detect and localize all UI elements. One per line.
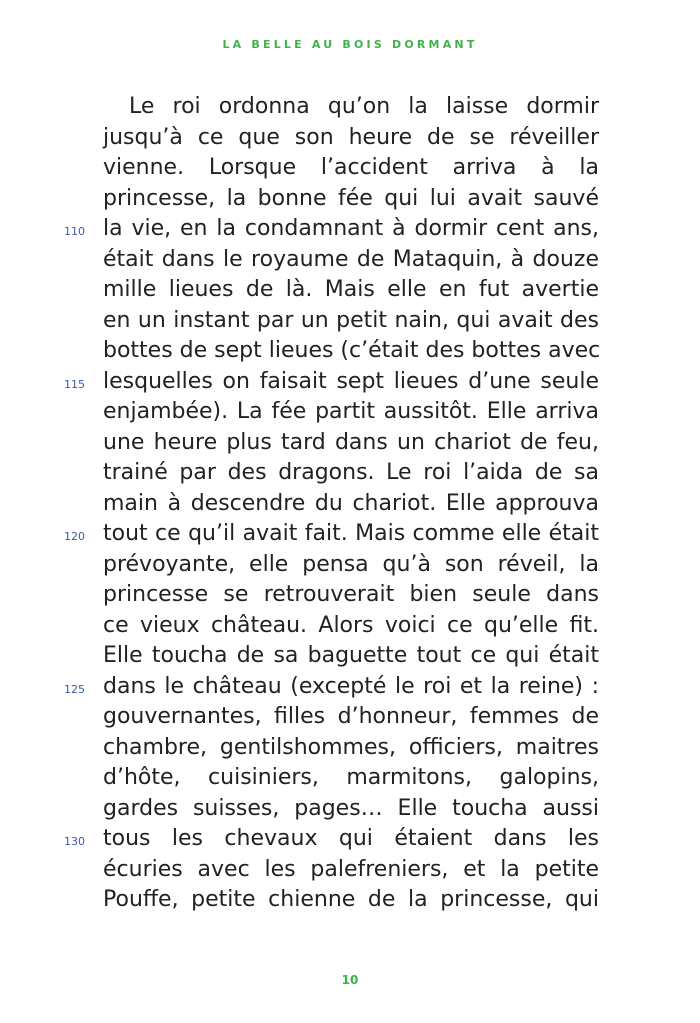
line-text: la vie, en la condamnant à dormir cent ans, bbox=[103, 216, 599, 241]
text-line bbox=[103, 611, 599, 642]
body-text bbox=[64, 92, 601, 916]
line-text: tout ce qu’il avait fait. Mais comme elle était bbox=[103, 521, 599, 546]
text-line bbox=[64, 367, 599, 398]
line-text: trainé par des dragons. Le roi l’aida de sa bbox=[103, 460, 599, 485]
text-line bbox=[103, 336, 599, 367]
line-text: dans le château (excepté le roi et la reine) : bbox=[103, 673, 599, 699]
line-text: bottes de sept lieues (c’était des bottes avec bbox=[103, 338, 601, 363]
line-text: gouvernantes, filles d’honneur, femmes de bbox=[103, 704, 599, 729]
line-text: tous les chevaux qui étaient dans les bbox=[103, 826, 599, 851]
line-text: était dans le royaume de Mataquin, à douze bbox=[103, 246, 599, 272]
line-text: lesquelles on faisait sept lieues d’une seule bbox=[103, 368, 599, 394]
line-text: gardes suisses, pages… Elle toucha aussi bbox=[103, 795, 599, 821]
text-line bbox=[103, 855, 599, 886]
text-line bbox=[64, 519, 599, 550]
line-text: ce vieux château. Alors voici ce qu’elle fit. bbox=[103, 612, 599, 638]
line-number: 130 bbox=[64, 835, 85, 848]
text-line bbox=[103, 92, 599, 123]
text-line bbox=[103, 550, 599, 581]
text-line bbox=[103, 580, 599, 611]
text-line bbox=[64, 214, 599, 245]
line-text: jusqu’à ce que son heure de se réveiller bbox=[103, 124, 599, 150]
line-text: mille lieues de là. Mais elle en fut avertie bbox=[103, 277, 599, 302]
line-text: d’hôte, cuisiniers, marmitons, galopins, bbox=[103, 765, 599, 790]
text-line bbox=[103, 641, 599, 672]
text-line bbox=[64, 672, 599, 703]
text-line bbox=[103, 794, 599, 825]
line-number: 115 bbox=[64, 377, 85, 391]
line-text: main à descendre du chariot. Elle approuva bbox=[103, 490, 599, 516]
text-line bbox=[103, 184, 599, 215]
text-line bbox=[103, 702, 599, 733]
text-line bbox=[64, 824, 599, 855]
page-number: 10 bbox=[341, 973, 359, 987]
text-line bbox=[103, 153, 599, 184]
line-text: chambre, gentilshommes, officiers, maitres bbox=[103, 734, 599, 760]
line-number: 120 bbox=[64, 530, 85, 543]
text-line bbox=[103, 733, 599, 764]
line-text: Elle toucha de sa baguette tout ce qui était bbox=[103, 643, 599, 668]
text-line bbox=[103, 245, 599, 276]
text-line bbox=[103, 397, 599, 428]
text-line bbox=[103, 489, 599, 520]
line-number: 125 bbox=[64, 682, 85, 696]
text-line bbox=[103, 306, 599, 337]
line-text: vienne. Lorsque l’accident arriva à la bbox=[103, 155, 599, 180]
running-title: LA BELLE AU BOIS DORMANT bbox=[222, 38, 478, 51]
line-number: 110 bbox=[64, 225, 85, 238]
line-text: enjambée). La fée partit aussitôt. Elle arriva bbox=[103, 399, 599, 424]
text-line bbox=[103, 458, 599, 489]
line-text: princesse, la bonne fée qui lui avait sauvé bbox=[103, 185, 599, 211]
line-text: princesse se retrouverait bien seule dans bbox=[103, 582, 599, 607]
text-line bbox=[103, 763, 599, 794]
line-text: une heure plus tard dans un chariot de feu, bbox=[103, 429, 599, 455]
text-line bbox=[103, 885, 599, 916]
line-text: Pouffe, petite chienne de la princesse, qui bbox=[103, 887, 599, 912]
line-text: prévoyante, elle pensa qu’à son réveil, la bbox=[103, 551, 599, 577]
text-line bbox=[103, 428, 599, 459]
text-line bbox=[103, 123, 599, 154]
line-text: Le roi ordonna qu’on la laisse dormir bbox=[129, 94, 599, 119]
line-text: en un instant par un petit nain, qui avait des bbox=[103, 307, 599, 333]
text-line bbox=[103, 275, 599, 306]
line-text: écuries avec les palefreniers, et la petite bbox=[103, 856, 599, 882]
